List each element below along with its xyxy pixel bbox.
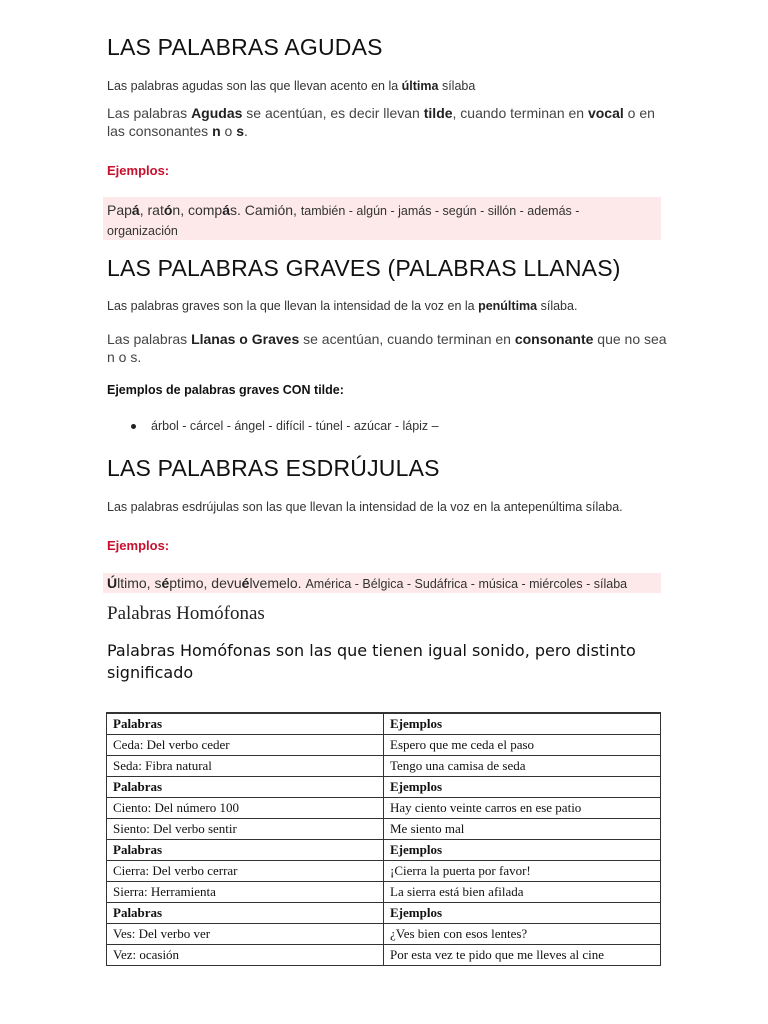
section-title-agudas: LAS PALABRAS AGUDAS: [107, 34, 383, 60]
table-row: [107, 882, 661, 903]
text: sílaba: [438, 79, 476, 93]
table-cell-word: Palabras: [107, 840, 384, 861]
table-cell-example: Me siento mal: [384, 819, 661, 840]
homofonas-subtitle: Palabras Homófonas son las que tienen igual sonido, pero distinto significado: [107, 641, 636, 682]
text: árbol - cárcel - ángel - difícil - túnel - azúcar - lápiz –: [151, 419, 439, 433]
text: Las palabras agudas son las que llevan acento en la: [107, 79, 402, 93]
table-cell-example: Espero que me ceda el paso: [384, 735, 661, 756]
text: América - Bélgica - Sudáfrica - música - miércoles - sílaba: [305, 577, 628, 591]
agudas-examples: [107, 202, 579, 218]
text: s. Camión,: [230, 202, 301, 218]
table-cell-word: Seda: Fibra natural: [107, 756, 384, 777]
graves-rule: [107, 330, 667, 366]
text: se acentúan, cuando terminan en: [299, 331, 515, 347]
bold-text: Agudas: [191, 105, 243, 121]
table-cell-example: Ejemplos: [384, 777, 661, 798]
table-row: [107, 945, 661, 966]
agudas-rule: [107, 104, 667, 140]
text: .: [244, 123, 248, 139]
table-cell-word: Cierra: Del verbo cerrar: [107, 861, 384, 882]
agudas-definition: [107, 79, 475, 93]
graves-definition: [107, 299, 577, 313]
bold-text: última: [401, 79, 439, 93]
bold-text: Ú: [107, 575, 118, 591]
text: Las palabras: [107, 331, 192, 347]
table-cell-example: Ejemplos: [384, 713, 661, 735]
section-title-graves: LAS PALABRAS GRAVES (PALABRAS LLANAS): [107, 255, 621, 281]
text: , cuando terminan en: [452, 105, 588, 121]
table-header-row: [107, 903, 661, 924]
bold-text: tilde: [423, 105, 453, 121]
section-title-esdrujulas: LAS PALABRAS ESDRÚJULAS: [107, 455, 440, 481]
text: ltimo, s: [117, 575, 162, 591]
table-header-row: [107, 713, 661, 735]
table-row: [107, 819, 661, 840]
table-cell-word: Vez: ocasión: [107, 945, 384, 966]
table-header-row: [107, 777, 661, 798]
table-cell-word: Ves: Del verbo ver: [107, 924, 384, 945]
text: ptimo, devu: [169, 575, 242, 591]
table-cell-word: Siento: Del verbo sentir: [107, 819, 384, 840]
text: n, comp: [172, 202, 223, 218]
text: o en las consonantes: [107, 105, 655, 139]
esdrujulas-examples: [107, 575, 627, 591]
text: que no sea n o s.: [107, 331, 667, 365]
text: se acentúan, es decir llevan: [242, 105, 424, 121]
table-cell-word: Ceda: Del verbo ceder: [107, 735, 384, 756]
table-cell-example: ¡Cierra la puerta por favor!: [384, 861, 661, 882]
bold-text: Llanas o Graves: [191, 331, 300, 347]
table-row: [107, 861, 661, 882]
homofonas-heading: Palabras Homófonas: [107, 603, 265, 624]
homofonas-table: [106, 712, 661, 966]
table-cell-example: La sierra está bien afilada: [384, 882, 661, 903]
text: lvemelo.: [249, 575, 306, 591]
esdrujulas-examples-label: Ejemplos:: [107, 538, 170, 553]
bold-text: é: [241, 575, 250, 591]
text: también - algún - jamás - según - sillón - además -: [300, 204, 580, 218]
agudas-examples-label: Ejemplos:: [107, 163, 170, 178]
bold-text: vocal: [587, 105, 624, 121]
table-cell-word: Palabras: [107, 903, 384, 924]
bold-text: s: [236, 123, 245, 139]
bullet-icon: [131, 424, 136, 429]
text: Las palabras: [107, 105, 192, 121]
text: o: [220, 123, 237, 139]
text: Pap: [107, 202, 132, 218]
text: sílaba.: [537, 299, 578, 313]
table-cell-example: ¿Ves bien con esos lentes?: [384, 924, 661, 945]
graves-con-tilde-label: Ejemplos de palabras graves CON tilde:: [107, 383, 344, 397]
table-cell-example: Ejemplos: [384, 903, 661, 924]
bold-text: á: [222, 202, 231, 218]
table-header-row: [107, 840, 661, 861]
bold-text: consonante: [514, 331, 594, 347]
table-cell-example: Ejemplos: [384, 840, 661, 861]
agudas-examples-line2: organización: [107, 224, 178, 238]
table-cell-word: Sierra: Herramienta: [107, 882, 384, 903]
table-cell-word: Palabras: [107, 777, 384, 798]
text: Las palabras graves son la que llevan la intensidad de la voz en la: [107, 299, 479, 313]
list-item: [107, 419, 439, 433]
table-row: [107, 735, 661, 756]
bold-text: ó: [163, 202, 173, 218]
graves-examples-list: [107, 419, 439, 433]
bold-text: é: [161, 575, 170, 591]
table-row: [107, 924, 661, 945]
table-cell-example: Hay ciento veinte carros en ese patio: [384, 798, 661, 819]
table-row: [107, 756, 661, 777]
table-cell-example: Por esta vez te pido que me lleves al cine: [384, 945, 661, 966]
table-row: [107, 798, 661, 819]
table-cell-word: Palabras: [107, 713, 384, 735]
bold-text: penúltima: [478, 299, 538, 313]
bold-text: á: [131, 202, 140, 218]
table-body: [107, 713, 661, 966]
table-cell-word: Ciento: Del número 100: [107, 798, 384, 819]
table-cell-example: Tengo una camisa de seda: [384, 756, 661, 777]
text: , rat: [139, 202, 164, 218]
esdrujulas-definition: Las palabras esdrújulas son las que llevan la intensidad de la voz en la antepenúltima sílaba.: [107, 500, 623, 514]
bold-text: n: [212, 123, 221, 139]
